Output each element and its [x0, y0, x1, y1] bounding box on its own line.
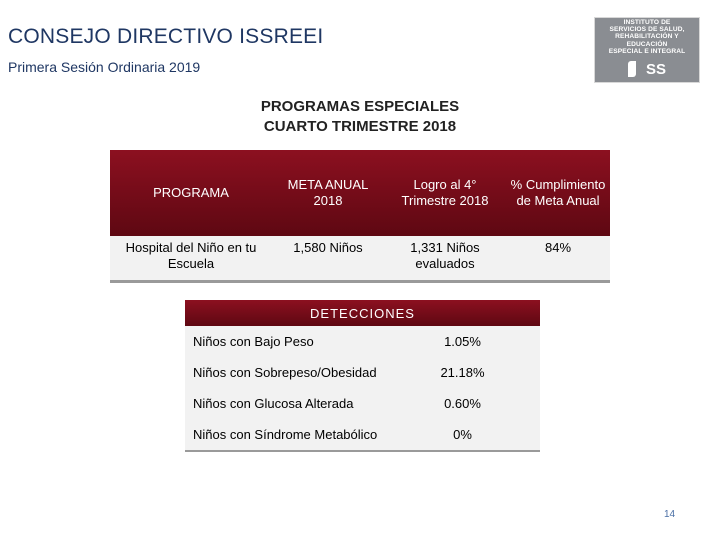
- logo-line: EDUCACIÓN: [626, 40, 668, 48]
- detections-body: [185, 326, 540, 452]
- table-row: [185, 357, 540, 388]
- detection-value: 21.18%: [440, 365, 485, 380]
- logo-symbol-icon: [628, 61, 636, 77]
- logo-line: REHABILITACIÓN Y: [615, 33, 679, 41]
- cell-cumplimiento: 84%: [544, 240, 572, 255]
- logo-mark: [595, 57, 699, 81]
- table-row: [185, 419, 540, 450]
- detection-label: Niños con Síndrome Metabólico: [193, 427, 378, 442]
- detection-label: Niños con Sobrepeso/Obesidad: [193, 365, 377, 380]
- detection-label: Niños con Glucosa Alterada: [193, 396, 354, 411]
- logo-line: ESPECIAL E INTEGRAL: [608, 47, 686, 55]
- table-row: [185, 388, 540, 419]
- header-programa: PROGRAMA: [153, 185, 229, 200]
- section-title-line2: CUARTO TRIMESTRE 2018: [263, 118, 457, 135]
- page-number: 14: [664, 509, 676, 520]
- program-table-header: [110, 150, 610, 236]
- detection-value: 0.60%: [444, 396, 481, 411]
- issreei-logo: [594, 17, 700, 83]
- detection-value: 1.05%: [444, 334, 481, 349]
- slide-subtitle: Primera Sesión Ordinaria 2019: [8, 59, 201, 75]
- logo-text: [595, 18, 699, 55]
- header-logro: Logro al 4° Trimestre 2018: [401, 177, 489, 208]
- detection-value: 0%: [453, 427, 472, 442]
- program-table: [110, 150, 610, 283]
- detections-header: DETECCIONES: [185, 300, 540, 326]
- detection-label: Niños con Bajo Peso: [193, 334, 314, 349]
- table-row: [185, 326, 540, 357]
- logo-mark-text: SS: [645, 60, 666, 78]
- section-title: [0, 97, 720, 137]
- cell-logro: 1,331 Niños evaluados: [410, 240, 480, 271]
- slide-title: CONSEJO DIRECTIVO ISSREEI: [8, 25, 324, 48]
- logo-line: SERVICIOS DE SALUD,: [609, 26, 685, 34]
- section-title-line1: PROGRAMAS ESPECIALES: [260, 98, 460, 115]
- header-cumplimiento: % Cumplimiento de Meta Anual: [510, 177, 606, 208]
- detections-table: [185, 300, 540, 452]
- cell-meta-anual: 1,580 Niños: [293, 240, 363, 255]
- cell-programa: Hospital del Niño en tu Escuela: [125, 240, 257, 271]
- logo-line: INSTITUTO DE: [623, 19, 671, 26]
- table-row: [110, 236, 610, 283]
- header-meta-anual: META ANUAL 2018: [287, 177, 369, 208]
